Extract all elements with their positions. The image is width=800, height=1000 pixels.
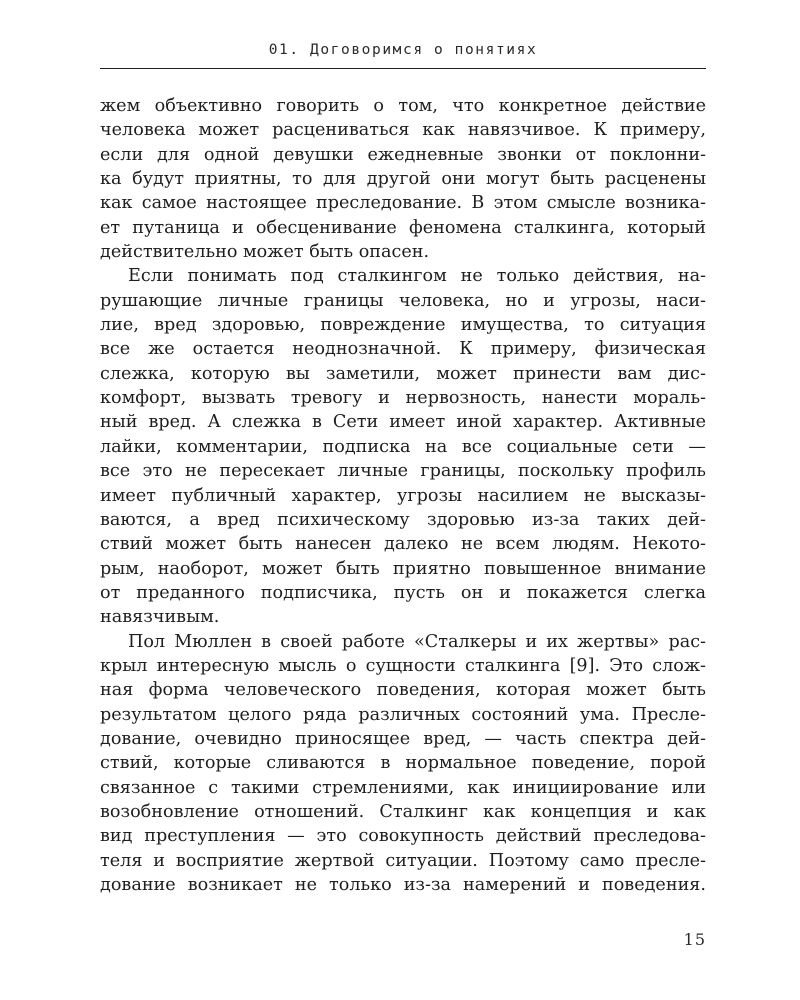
text-line: рым, наоборот, может быть приятно повышенное внимание — [100, 558, 706, 579]
paragraph-3 — [100, 630, 706, 898]
text-line: комфорт, вызвать тревогу и нервозность, нанести мораль- — [100, 388, 706, 409]
text-line: как самое настоящее преследование. В этом смысле возника- — [100, 193, 706, 214]
text-line: ка будут приятны, то для другой они могут быть расценены — [100, 169, 706, 190]
text-line: теля и восприятие жертвой ситуации. Поэтому само пресле- — [100, 850, 706, 871]
text-line: слежка, которую вы заметили, может принести вам дис- — [100, 363, 706, 384]
text-line: лайки, комментарии, подписка на все социальные сети — — [100, 436, 706, 457]
text-line: дование, очевидно приносящее вред, — часть спектра дей- — [100, 728, 706, 749]
text-line: крыл интересную мысль о сущности сталкинга [9]. Это слож- — [100, 655, 706, 676]
text-line: действительно может быть опасен. — [100, 242, 430, 263]
text-line: имеет публичный характер, угрозы насилием не высказы- — [100, 485, 706, 506]
text-line: вид преступления — это совокупность действий преследова- — [100, 826, 706, 847]
text-line: Если понимать под сталкингом не только действия, на- — [128, 266, 706, 287]
text-line: связанное с такими стремлениями, как инициирование или — [100, 777, 706, 798]
text-line: дование возникает не только из-за намерений и поведения. — [100, 875, 706, 895]
text-line: жем объективно говорить о том, что конкретное действие — [100, 96, 706, 116]
text-line: если для одной девушки ежедневные звонки от поклонни- — [100, 144, 706, 165]
text-line: все же остается неоднозначной. К примеру, физическая — [100, 339, 706, 360]
paragraph-1 — [100, 94, 706, 264]
text-line: все это не пересекает личные границы, поскольку профиль — [100, 461, 706, 482]
page-number: 15 — [683, 930, 706, 949]
text-line: лие, вред здоровью, повреждение имущества, то ситуация — [100, 315, 706, 336]
body-text — [100, 94, 706, 897]
text-line: ный вред. А слежка в Сети имеет иной характер. Активные — [100, 412, 706, 433]
text-line: Пол Мюллен в своей работе «Сталкеры и их жертвы» рас- — [128, 631, 706, 652]
text-line: ная форма человеческого поведения, которая может быть — [100, 680, 706, 701]
text-line: навязчивым. — [100, 607, 220, 628]
text-line: ваются, а вред психическому здоровью из-за таких дей- — [100, 509, 706, 530]
text-line: ствий, которые сливаются в нормальное поведение, порой — [100, 753, 706, 774]
text-line: рушающие личные границы человека, но и угрозы, наси- — [100, 290, 706, 311]
text-line: ет путаница и обесценивание феномена сталкинга, который — [100, 217, 706, 238]
text-line: возобновление отношений. Сталкинг как концепция и как — [100, 801, 706, 822]
text-line: от преданного подписчика, пусть он и покажется слегка — [100, 582, 706, 603]
text-line: человека может расцениваться как навязчивое. К примеру, — [100, 120, 706, 141]
text-line: ствий может быть нанесен далеко не всем людям. Некото- — [100, 534, 706, 555]
header-rule — [100, 68, 706, 69]
paragraph-2 — [100, 264, 706, 629]
text-line: результатом целого ряда различных состояний ума. Пресле- — [100, 704, 706, 725]
running-head: 01. Договоримся о понятиях — [268, 42, 538, 58]
